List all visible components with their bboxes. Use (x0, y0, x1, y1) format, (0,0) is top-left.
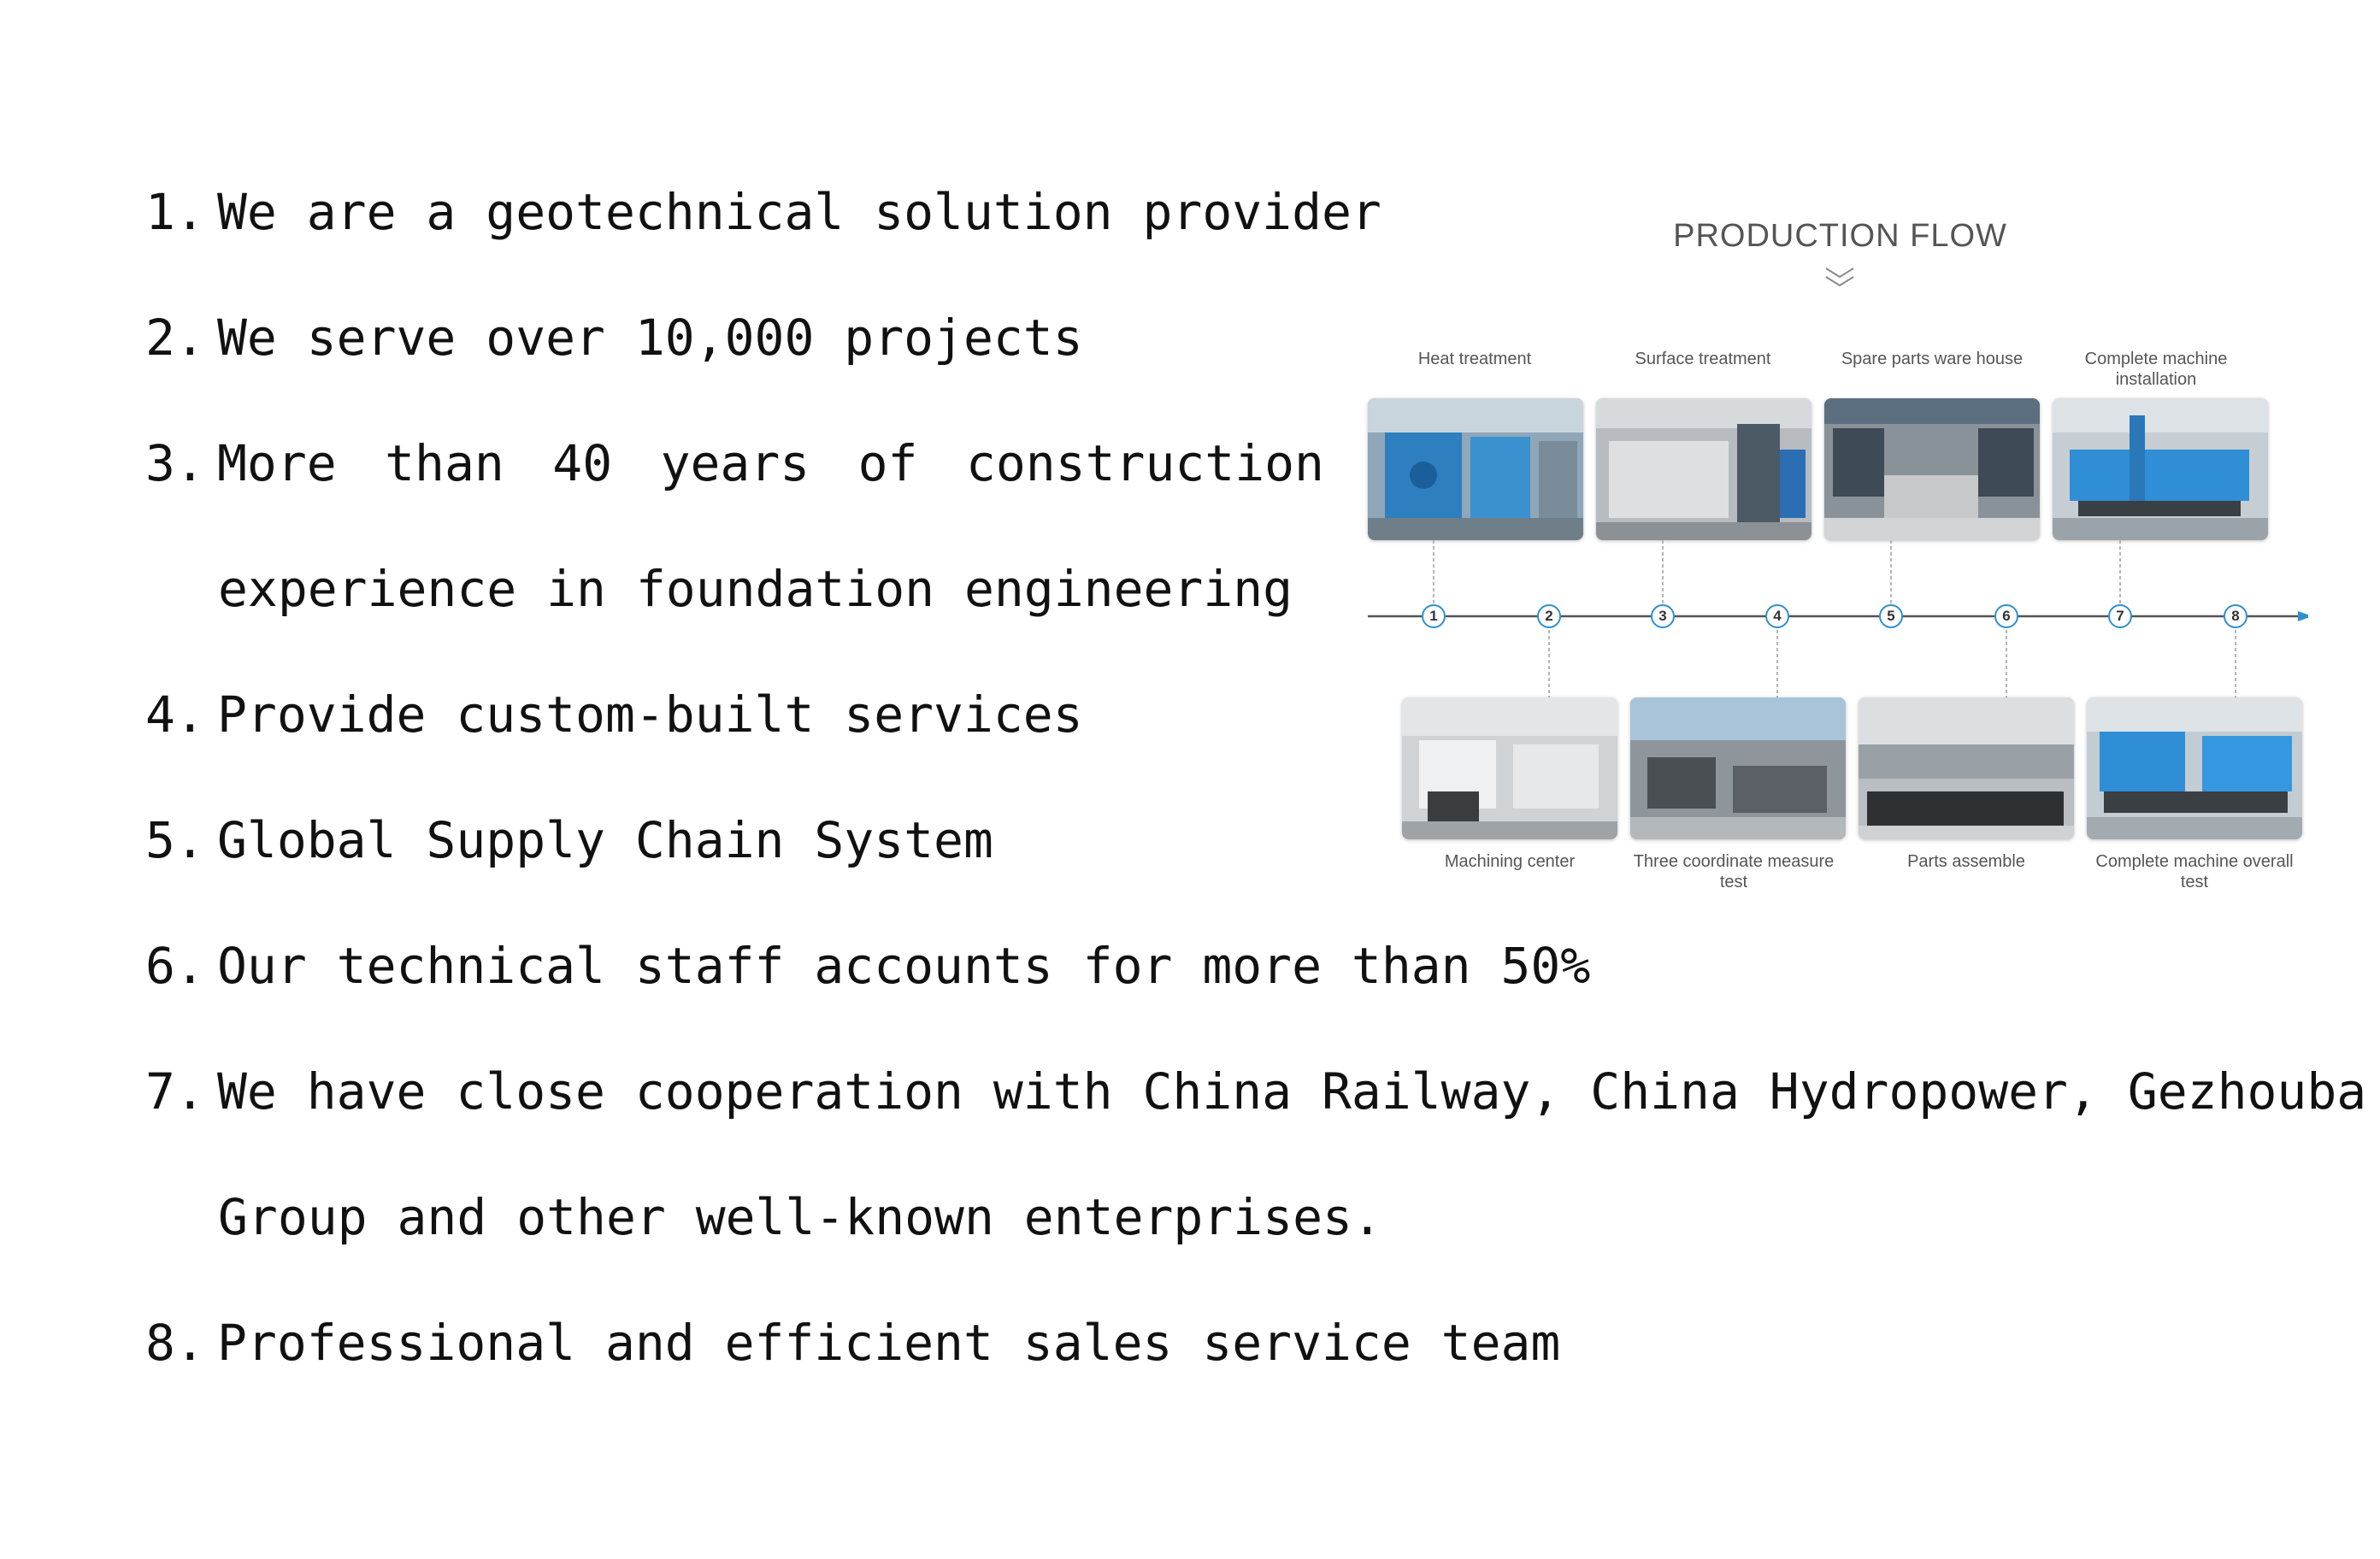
list-item (145, 309, 1083, 367)
list-text: Provide custom-built services (217, 685, 1083, 744)
photo-parts-assemble (1859, 697, 2074, 839)
list-number: 7. (145, 1062, 205, 1121)
list-item (145, 1314, 1561, 1372)
list-number: 6. (145, 937, 205, 995)
step-label-parts-assemble: Parts assemble (1907, 852, 2025, 871)
list-word: of (857, 434, 918, 492)
photo-complete-machine-overall-test (2087, 697, 2302, 839)
list-text: We serve over 10,000 projects (217, 309, 1083, 367)
step-label-spare-parts: Spare parts ware house (1841, 350, 2024, 368)
list-item (145, 937, 1591, 995)
step-label-heat-treatment: Heat treatment (1417, 350, 1532, 368)
list-word: than (385, 434, 504, 492)
step-marker: 3 (1651, 604, 1675, 628)
step-marker: 2 (1537, 604, 1561, 628)
list-text: We are a geotechnical solution provider (217, 183, 1381, 241)
step-marker: 7 (2108, 604, 2132, 628)
step-marker: 5 (1879, 604, 1903, 628)
step-label-machining-center: Machining center (1444, 852, 1576, 871)
step-marker: 1 (1422, 604, 1446, 628)
list-number: 5. (145, 811, 205, 869)
list-item (145, 183, 1381, 241)
list-number: 3. (145, 434, 205, 492)
list-number: 2. (145, 309, 205, 367)
list-item (145, 685, 1083, 744)
step-label-surface-treatment: Surface treatment (1635, 350, 1771, 368)
list-text: Our technical staff accounts for more than 50% (217, 937, 1591, 995)
step-label-complete-machine-overall-test: Complete machine overall test (2095, 852, 2294, 891)
step-marker: 8 (2224, 604, 2247, 628)
photo-three-coordinate-measure-test (1630, 697, 1846, 839)
list-text (217, 434, 1324, 492)
list-word: More (217, 434, 337, 492)
step-marker: 4 (1765, 604, 1789, 628)
production-flow-title: PRODUCTION FLOW (1673, 218, 2007, 254)
list-item (145, 1062, 2367, 1121)
chevron-down-icon (1823, 265, 1857, 292)
step-label-complete-machine-installation: Complete machine installation (2084, 350, 2228, 389)
step-marker: 6 (1994, 604, 2018, 628)
photo-machining-center (1402, 697, 1617, 839)
list-text-continuation: experience in foundation engineering (218, 560, 1293, 618)
list-text-continuation: Group and other well-known enterprises. (218, 1188, 1382, 1246)
list-word: years (660, 434, 810, 492)
list-item (145, 811, 993, 869)
production-flow-figure (1368, 205, 2308, 906)
list-number: 1. (145, 183, 205, 241)
list-text: Global Supply Chain System (217, 811, 993, 869)
list-text: We have close cooperation with China Railway, China Hydropower, Gezhouba (217, 1062, 2367, 1121)
list-word: 40 (552, 434, 613, 492)
step-label-three-coordinate-measure-test: Three coordinate measure test (1633, 852, 1835, 891)
list-word: construction (965, 434, 1324, 492)
list-number: 4. (145, 685, 205, 744)
list-number: 8. (145, 1314, 205, 1372)
list-text: Professional and efficient sales service team (217, 1314, 1561, 1372)
list-item (145, 434, 1324, 492)
